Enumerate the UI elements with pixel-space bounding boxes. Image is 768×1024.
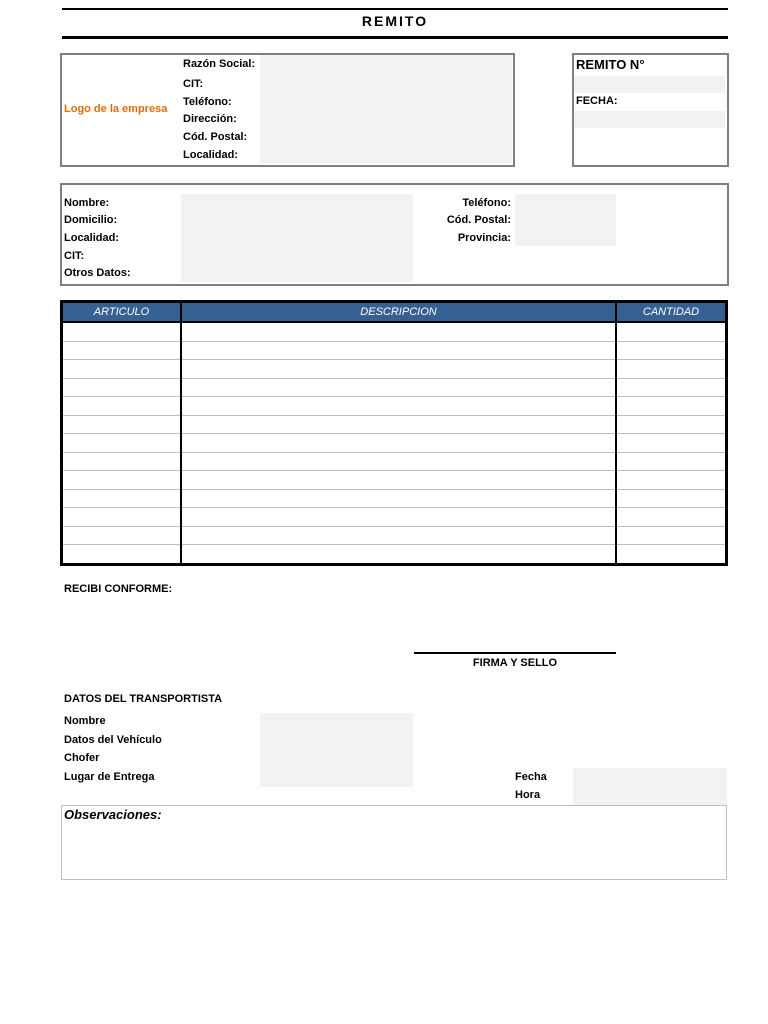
transport-field-chofer: Chofer [64,752,100,764]
articulo-cell[interactable] [62,452,182,471]
client-field-nombre: Nombre: [64,197,110,209]
title-bottom-rule [62,36,728,39]
descripcion-cell[interactable] [181,397,616,416]
column-header-descripcion: DESCRIPCION [181,302,616,323]
cantidad-cell[interactable] [616,489,727,508]
transport-field-lugar-entrega: Lugar de Entrega [64,771,155,783]
descripcion-cell[interactable] [181,378,616,397]
cantidad-cell[interactable] [616,545,727,565]
transport-input-area[interactable] [260,713,413,787]
table-row [62,341,727,360]
table-row [62,397,727,416]
descripcion-cell[interactable] [181,322,616,341]
company-field-cod-postal: Cód. Postal: [183,131,248,143]
company-field-cit: CIT: [183,78,204,90]
articulo-cell[interactable] [62,415,182,434]
cantidad-cell[interactable] [616,415,727,434]
descripcion-cell[interactable] [181,360,616,379]
cantidad-cell[interactable] [616,397,727,416]
cantidad-cell[interactable] [616,526,727,545]
column-header-cantidad: CANTIDAD [616,302,727,323]
descripcion-cell[interactable] [181,434,616,453]
articulo-cell[interactable] [62,508,182,527]
descripcion-cell[interactable] [181,508,616,527]
articulo-cell[interactable] [62,434,182,453]
client-field-telefono: Teléfono: [462,197,511,209]
table-row [62,378,727,397]
table-row [62,489,727,508]
cantidad-cell[interactable] [616,471,727,490]
transport-hora-label: Hora [515,789,541,801]
document-title: REMITO [361,13,429,29]
descripcion-cell[interactable] [181,452,616,471]
signature-label: FIRMA Y SELLO [472,657,558,669]
transport-fecha-hora-input[interactable] [573,768,727,805]
articulo-cell[interactable] [62,360,182,379]
transport-field-vehiculo: Datos del Vehículo [64,734,162,746]
table-row [62,508,727,527]
company-field-telefono: Teléfono: [183,96,232,108]
articulo-cell[interactable] [62,397,182,416]
articulo-cell[interactable] [62,471,182,490]
recibi-conforme-label: RECIBI CONFORME: [64,583,173,595]
client-field-provincia: Provincia: [457,232,511,244]
signature-line[interactable] [414,652,616,654]
table-row [62,526,727,545]
client-field-localidad: Localidad: [64,232,120,244]
remito-number-field[interactable] [574,76,725,93]
articulo-cell[interactable] [62,378,182,397]
items-table-header [62,302,727,323]
table-row [62,452,727,471]
cantidad-cell[interactable] [616,322,727,341]
client-field-cod-postal: Cód. Postal: [446,214,511,226]
company-info-input-area[interactable] [260,55,512,163]
cantidad-cell[interactable] [616,360,727,379]
remito-date-label: FECHA: [576,95,618,107]
table-row [62,434,727,453]
table-row [62,545,727,565]
cantidad-cell[interactable] [616,378,727,397]
client-contact-input-area[interactable] [515,194,616,246]
descripcion-cell[interactable] [181,341,616,360]
descripcion-cell[interactable] [181,545,616,565]
cantidad-cell[interactable] [616,434,727,453]
cantidad-cell[interactable] [616,452,727,471]
observations-label: Observaciones: [64,807,162,822]
client-field-cit: CIT: [64,250,85,262]
title-top-rule [62,8,728,10]
company-field-direccion: Dirección: [183,113,237,125]
cantidad-cell[interactable] [616,508,727,527]
articulo-cell[interactable] [62,526,182,545]
client-field-domicilio: Domicilio: [64,214,118,226]
table-row [62,471,727,490]
client-field-otros-datos: Otros Datos: [64,267,131,279]
remito-number-label: REMITO N° [576,57,645,72]
items-table-body [62,322,727,564]
articulo-cell[interactable] [62,322,182,341]
company-field-localidad: Localidad: [183,149,239,161]
column-header-articulo: ARTICULO [62,302,182,323]
articulo-cell[interactable] [62,341,182,360]
descripcion-cell[interactable] [181,415,616,434]
company-field-razon-social: Razón Social: [183,58,256,70]
cantidad-cell[interactable] [616,341,727,360]
descripcion-cell[interactable] [181,526,616,545]
table-row [62,415,727,434]
transport-field-nombre: Nombre [64,715,106,727]
company-logo-placeholder: Logo de la empresa [64,103,168,115]
transport-fecha-label: Fecha [515,771,547,783]
table-row [62,322,727,341]
table-row [62,360,727,379]
articulo-cell[interactable] [62,489,182,508]
items-table [60,300,728,566]
client-info-input-area[interactable] [181,194,413,282]
remito-date-field[interactable] [574,111,725,128]
descripcion-cell[interactable] [181,489,616,508]
descripcion-cell[interactable] [181,471,616,490]
articulo-cell[interactable] [62,545,182,565]
transport-heading: DATOS DEL TRANSPORTISTA [64,693,223,705]
